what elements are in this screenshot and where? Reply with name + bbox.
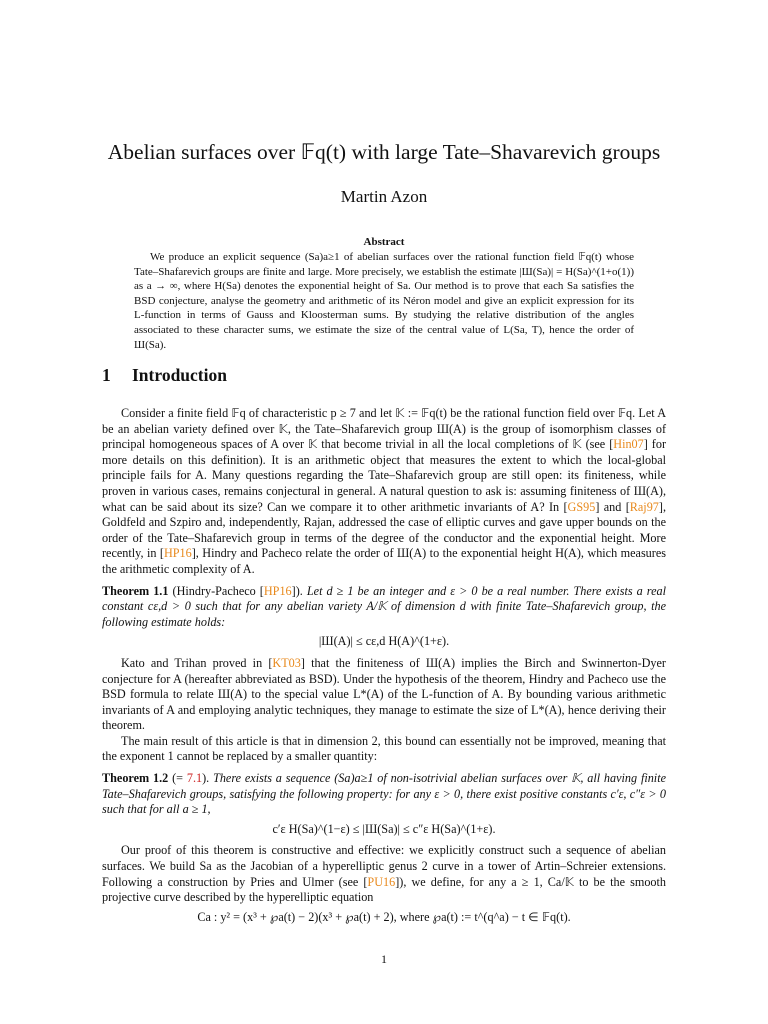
abstract bbox=[134, 250, 634, 352]
theorem-1-1 bbox=[102, 584, 666, 631]
reference-link[interactable]: 7.1 bbox=[186, 771, 203, 786]
theorem-statement: There exists a sequence (Sa)a≥1 of non-isotrivial abelian surfaces over 𝕂, all having finite Tate–Shafarevich groups, satisfying the following property: for any ε > 0, there exist positive constants c′ε, c″ε > 0 such that for all a ≥ 1, bbox=[102, 771, 666, 817]
display-equation-1: |Ш(A)| ≤ cε,d H(A)^(1+ε). bbox=[318, 634, 450, 649]
text-run: (= bbox=[168, 771, 187, 786]
text-run: Our proof of this theorem is constructive and effective: we explicitly construct such a sequence of abelian surfaces. We build Sa as the Jacobian of a hyperelliptic genus 2 curve in a tower of Artin–Schreier extensions. Following a construction by Pries and Ulmer (see [ bbox=[102, 843, 666, 889]
abstract-heading: Abstract bbox=[363, 236, 405, 248]
theorem-heading: Theorem 1.1 bbox=[102, 583, 169, 598]
text-run: Consider a finite field 𝔽q of characteristic p ≥ 7 and let 𝕂 := 𝔽q(t) be the rational function field over 𝔽q. Let A be an abelian variety defined over 𝕂, the Tate–Shafarevich group Ш(A) is the group of isomorphism classes of principal homogeneous spaces of A over 𝕂 that become trivial in all the local completions of 𝕂 (see [ bbox=[102, 406, 666, 452]
theorem-statement: Let d ≥ 1 be an integer and ε > 0 be a real number. There exists a real constant cε,d > 0 such that for any abelian variety A/𝕂 of dimension d with finite Tate–Shafarevich group, the following estimate holds: bbox=[102, 583, 666, 629]
text-run: ]), we define, for any a ≥ 1, Ca/𝕂 to be the smooth projective curve described by the hyperelliptic equation bbox=[102, 874, 666, 905]
text-run: Kato and Trihan proved in [ bbox=[121, 655, 273, 670]
text-run: (Hindry-Pacheco [ bbox=[168, 583, 264, 598]
theorem-heading: Theorem 1.2 bbox=[102, 771, 169, 786]
text-run: ], Hindry and Pacheco relate the order of Ш(A) to the exponential height H(A), which measures the arithmetic complexity of A. bbox=[102, 546, 666, 576]
citation-link[interactable]: PU16 bbox=[367, 874, 396, 889]
section-title: Introduction bbox=[132, 365, 227, 385]
text-run: ). bbox=[202, 771, 214, 786]
paragraph-3: The main result of this article is that in dimension 2, this bound can essentially not be improved, meaning that the exponent 1 cannot be replaced by a smaller quantity: bbox=[102, 733, 666, 764]
text-run: ], Goldfeld and Szpiro and, independently, Rajan, addressed the case of elliptic curves and gave upper bounds on the order of the Tate–Shafarevich group in terms of the degree of the conductor and the exponential height. More recently, in [ bbox=[102, 499, 666, 561]
text-run: ]). bbox=[291, 583, 307, 598]
citation-link[interactable]: Raj97 bbox=[629, 499, 659, 514]
citation-link[interactable]: Hin07 bbox=[613, 437, 644, 452]
citation-link[interactable]: GS95 bbox=[567, 499, 596, 514]
text-run: ] for more details on this definition). It is an arithmetic object that measures the extent to which the local-global principle fails for A. Many questions regarding the Tate–Shafarevich group are still open: its finiteness, while proven in various cases, remains conjectural in general. A natural question to ask is: assuming finiteness of Ш(A), what can be said about its size? Can we compare it to other arithmetic invariants of A? In [ bbox=[102, 437, 666, 514]
paragraph-1 bbox=[102, 406, 666, 578]
text-run: ] and [ bbox=[595, 499, 630, 514]
theorem-1-2 bbox=[102, 771, 666, 818]
section-heading bbox=[102, 364, 662, 386]
display-equation-3: Ca : y² = (x³ + ℘a(t) − 2)(x³ + ℘a(t) + 2), where ℘a(t) := t^(q^a) − t ∈ 𝔽q(t). bbox=[197, 909, 571, 924]
citation-link[interactable]: HP16 bbox=[163, 546, 192, 561]
citation-link[interactable]: KT03 bbox=[272, 655, 301, 670]
paragraph-4 bbox=[102, 843, 666, 905]
section-number: 1 bbox=[102, 365, 111, 385]
text-run: ] that the finiteness of Ш(A) implies the Birch and Swinnerton-Dyer conjecture for A (hereafter abbreviated as BSD). Under the hypothesis of the theorem, Hindry and Pacheco use the BSD formula to relate Ш(A) to the special value L*(A) of the L-function of A. By bounding various arithmetic invariants of A and employing analytic techniques, they manage to estimate the size of L*(A), hence deriving their theorem. bbox=[102, 655, 666, 733]
display-equation-2: c′ε H(Sa)^(1−ε) ≤ |Ш(Sa)| ≤ c″ε H(Sa)^(1+ε). bbox=[272, 821, 496, 836]
paper-title: Abelian surfaces over 𝔽q(t) with large Tate–Shavarevich groups bbox=[107, 140, 661, 164]
page-number: 1 bbox=[381, 952, 387, 966]
author-name: Martin Azon bbox=[340, 187, 428, 206]
body-text bbox=[102, 406, 666, 931]
abstract-text: We produce an explicit sequence (Sa)a≥1 of abelian surfaces over the rational function field 𝔽q(t) whose Tate–Shafarevich groups are finite and large. More precisely, we establish the estimate |Ш(Sa)| = H(Sa)^(1+o(1)) as a → ∞, where H(Sa) denotes the exponential height of Sa. Our method is to prove that each Sa satisfies the BSD conjecture, analyse the geometry and arithmetic of its Néron model and give an explicit expression for its L-function in terms of Gauss and Kloosterman sums. By studying the relative distribution of the angles associated to these character sums, we estimate the size of the central value of L(Sa, T), hence the order of Ш(Sa). bbox=[134, 251, 634, 351]
citation-link[interactable]: HP16 bbox=[263, 583, 292, 598]
paragraph-2 bbox=[102, 656, 666, 734]
